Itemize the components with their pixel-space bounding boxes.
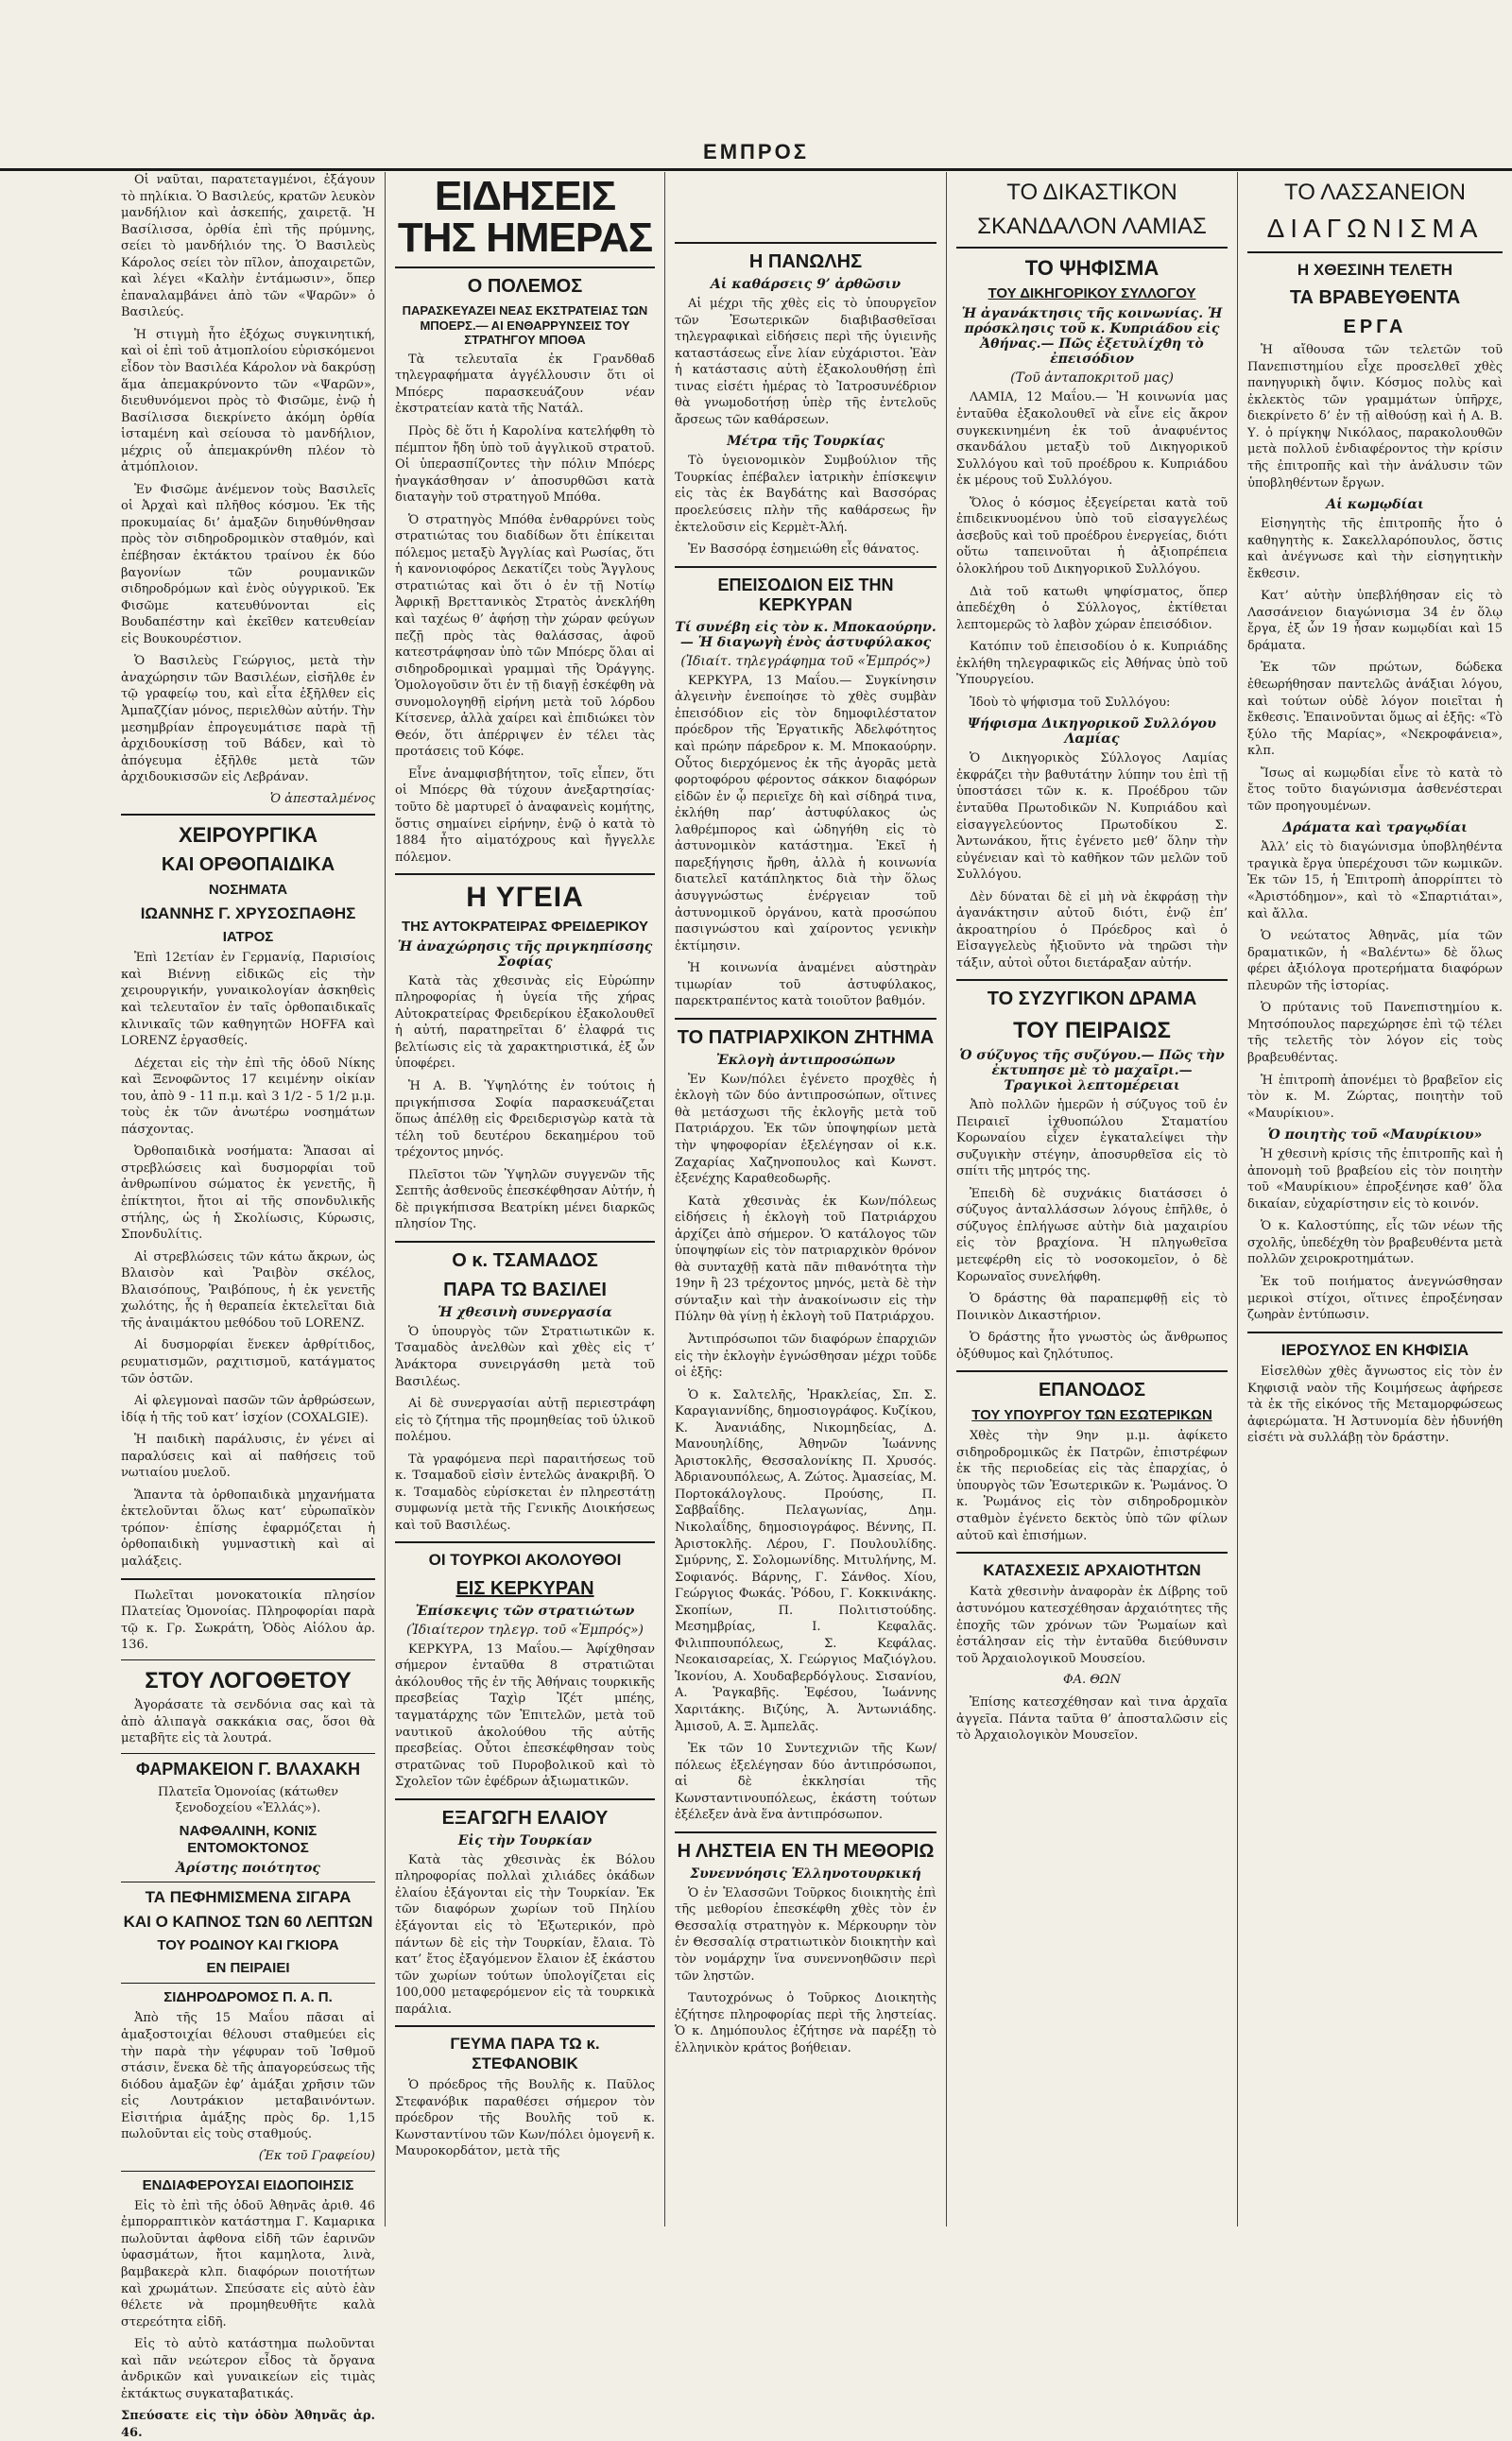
divider [956, 1370, 1228, 1372]
article-subheading: ΤΟΥ ΥΠΟΥΡΓΟΥ ΤΩΝ ΕΣΩΤΕΡΙΚΩΝ [971, 1407, 1212, 1424]
article-subheading: ΤΗΣ ΑΥΤΟΚΡΑΤΕΙΡΑΣ ΦΡΕΙΔΕΡΙΚΟΥ [401, 918, 649, 935]
divider [121, 1753, 375, 1754]
divider [121, 2171, 375, 2172]
article-paragraph: Ἐπειδὴ δὲ συχνάκις διατάσσει ὁ σύζυγος ἀνταλλάσσων λόγους ἐπῆλθε, ὁ σύζυγος ἐπλήγωσε αὐτὴν διὰ μαχαιρίου εἰς τὸν βραχίονα. Ἡ πληγωθεῖσα μετεφέρθη εἰς τὸ νοσοκομεῖον, ὁ δὲ Κορωναῖος συνελήφθη. [956, 1186, 1228, 1284]
article-subheading: Εἰς τὴν Τουρκίαν [457, 1832, 593, 1848]
article-paragraph: Κατὰ τὰς χθεσινὰς ἐκ Βόλου πληροφορίας πολλαὶ χιλιάδες ὀκάδων ἐλαίου ἐξάγονται εἰς τὴν Τουρκίαν. Ἐκ τῶν διαφόρων χωρίων τοῦ Πηλίου ἐξάγονται εἰς τὸ Ἐξωτερικόν, πρὸ πάντων δὲ εἰς τὴν Τουρκίαν, ἔλαια. Τὸ κατ’ ἔτος ἐξαγόμενον ἔλαιον ἐξ ἑκάστου τῶν χωρίων τούτων ὑπολογίζεται εἰς 100,000 μεταφερόμενον εἰς τὰ τουρκικὰ παράλια. [395, 1852, 655, 2017]
article-subheading: Τί συνέβη εἰς τὸν κ. Μποκαούρην.— Ἡ διαγωγὴ ἑνὸς ἀστυφύλακος [675, 619, 936, 650]
article-heading: ΕΠΑΝΟΔΟΣ [1038, 1380, 1146, 1401]
ad-subheading: ΚΑΙ ΟΡΘΟΠΑΙΔΙΚΑ [161, 853, 335, 875]
article-paragraph: ΛΑΜΙΑ, 12 Μαΐου.— Ἡ κοινωνία μας ἐνταῦθα ἐξακολουθεῖ νὰ εἶνε εἰς ἄκρον συγκεκινημένη ἐκ τοῦ ἀναφυέντος σκανδάλου μεταξὺ τοῦ Δικηγορικοῦ Συλλόγου καὶ τοῦ προέδρου κ. Κυπριάδου ἐκ μέρους τοῦ Συλλόγου. [956, 390, 1228, 489]
article-paragraph: Ἡ ἐπιτροπὴ ἀπονέμει τὸ βραβεῖον εἰς τὸν κ. Μ. Ζώρτας, ποιητὴν τοῦ «Μαυρίκιου». [1247, 1073, 1503, 1121]
column-1 [112, 172, 386, 2440]
article-subheading: Ἡ χθεσινὴ συνεργασία [438, 1304, 612, 1320]
article-paragraph: Ὁ νεώτατος Ἀθηνᾶς, μία τῶν δραματικῶν, ἡ «Βαλέντω» δὲ ὅλως φέρει ἀξιόλογα προτερήματα διαφόρων πλευρῶν τῆς ἱστορίας. [1247, 929, 1503, 993]
ad-heading: ΦΑΡΜΑΚΕΙΟΝ Γ. ΒΛΑΧΑΚΗ [135, 1759, 361, 1779]
article-heading: ΤΟΥ ΠΕΙΡΑΙΩΣ [1013, 1018, 1171, 1044]
divider [675, 242, 936, 244]
column-2 [386, 172, 665, 2226]
article-subheading: Αἱ κωμῳδίαι [1326, 497, 1424, 513]
ad-paragraph: Ἡ παιδικὴ παράλυσις, ἐν γένει αἱ παραλύσεις καὶ αἱ παθήσεις τοῦ νωτιαίου μυελοῦ. [121, 1433, 375, 1481]
article-subheading: ΤΑ ΒΡΑΒΕΥΘΕΝΤΑ [1289, 287, 1461, 309]
article-paragraph: Ἀντιπρόσωποι τῶν διαφόρων ἐπαρχιῶν εἰς τὴν ἐκλογὴν ἐγνώσθησαν μέχρι τοῦδε οἱ ἑξῆς: [675, 1332, 936, 1381]
article-heading: ΕΠΕΙΣΟΔΙΟΝ ΕΙΣ ΤΗΝ ΚΕΡΚΥΡΑΝ [717, 575, 894, 615]
ad-paragraph: Αἱ δυσμορφίαι ἕνεκεν ἀρθρίτιδος, ρευματισμῶν, ραχιτισμοῦ, κατάγματος τῶν ὀστῶν. [121, 1338, 375, 1386]
article-paragraph: Ὁ πρόεδρος τῆς Βουλῆς κ. Παῦλος Στεφανόβικ παραθέσει σήμερον τὸν πρόεδρον τῆς Βουλῆς τοῦ κ. Κωνσταντίνου τῶν Κων/πόλει ὁμογενῆ κ. Μαυροκορδάτον, μετὰ τῆς [395, 2078, 655, 2159]
divider [1247, 251, 1503, 253]
ad-paragraph: Δέχεται εἰς τὴν ἐπὶ τῆς ὁδοῦ Νίκης καὶ Ξενοφῶντος 17 κειμένην οἰκίαν του, ἀπὸ 9 - 11 π.μ. καὶ 3 1/2 - 5 1/2 μ.μ. τοὺς ἐκ τῶν ἀνωτέρω νοσημάτων πάσχοντας. [121, 1056, 375, 1137]
ad-heading: ΕΝ ΠΕΙΡΑΙΕΙ [206, 1960, 290, 1977]
article-heading: ΔΙΑΓΩΝΙΣΜΑ [1266, 213, 1484, 243]
ad-heading: ΚΑΙ Ο ΚΑΠΝΟΣ ΤΩΝ 60 ΛΕΠΤΩΝ [123, 1913, 373, 1932]
article-paragraph: Πλεῖστοι τῶν Ὑψηλῶν συγγενῶν τῆς Σεπτῆς ἀσθενοῦς ἐπεσκέφθησαν Αὐτήν, ἡ δὲ πριγκήπισσα Βεατρίκη μένει διαρκῶς πλησίον Της. [395, 1167, 655, 1232]
article-tag: (Τοῦ ἀνταποκριτοῦ μας) [1010, 370, 1174, 387]
article-paragraph: Ὁ κ. Σαλτελῆς, Ἡρακλείας, Σπ. Σ. Καραγιαννίδης, δημοσιογράφος. Κυζίκου, Κ. Ἀνανιάδης, Νικομηδείας, Δ. Μανουηλίδης, Ἀθηνῶν Ἰωάννης Ἀριστοκλῆς, Θεσσαλονίκης Π. Χρυσός. Ἀδριανουπόλεως, Α. Ζώτος. Ἀμασείας, Μ. Πορτοκάλογλους. Προύσης, Π. Σαββαΐδης. Πελαγωνίας, Δημ. Νικολαΐδης, δημοσιογράφος. Βέννης, Π. Ἀριστοκλῆς. Λέρου, Γ. Πουλουλίδης. Σμύρνης, Σ. Σολομωνίδης. Μιτυλήνης, Μ. Σοφιανός. Βάρνης, Γ. Σάνθος. Χίου, Γεώργιος Φωκάς. Ῥόδου, Γ. Κοκκινάκης. Σκοπίων, Π. Πολιτιστούδης. Μεσημβρίας, Ι. Κεφαλᾶς. Φιλιππουπόλεως, Σ. Κεφάλας. Νεοκαισαρείας, Χ. Γεώργιος Μαζιόγλου. Ἰκονίου, Α. Χουδαβερδόγλους. Σισανίου, Α. Ῥαγκαβῆς. Ἐφέσου, Ἰωάννης Χαριτάκης. Βιζύης, Ἀ. Ἀντωνιάδης. Ἀμισοῦ, Α. Ξ. Ἀμπελᾶς. [675, 1387, 936, 1734]
article-paragraph: Ἡ στιγμὴ ἦτο ἐξόχως συγκινητική, καὶ οἱ ἐπὶ τοῦ ἀτμοπλοίου εὑρισκόμενοι εἶδον τὸν Βασιλέα Κάρολον νὰ δακρύσῃ ἅμα ἀπεμακρύνοντο τῶν «Ψαρῶν», διευθυνόμενοι πρὸς τὸ Φισῶμε, ἐνῷ ἡ Βασίλισσα διεκρίνετο ἀκόμη ὀρθία ἱσταμένη καὶ σείουσα τὸ μανδήλιον, μέχρις οὗ ἀπεμακρύνθη πλέον τὸ ἀτμόπλοιον. [121, 327, 375, 475]
banner-spacer [675, 172, 936, 234]
article-heading: ΣΚΑΝΔΑΛΟΝ ΛΑΜΙΑΣ [977, 213, 1207, 239]
article-heading: ΤΟ ΣΥΖΥΓΙΚΟΝ ΔΡΑΜΑ [987, 988, 1197, 1010]
article-paragraph: Ἐκ τῶν 10 Συντεχνιῶν τῆς Κων/πόλεως ἐξελέγησαν δύο ἀντιπρόσωποι, αἱ δὲ ἐκκλησίαι τῆς Κωνσταντινουπόλεως, ἑκάστη τούτων ἐξέλεξεν ἀνὰ ἕνα ἀντιπρόσωπον. [675, 1742, 936, 1823]
article-heading: ΙΕΡΟΣΥΛΟΣ ΕΝ ΚΗΦΙΣΙΑ [1280, 1340, 1469, 1359]
divider [395, 266, 655, 268]
divider [675, 1831, 936, 1833]
article-paragraph: Εἰσηγητὴς τῆς ἐπιτροπῆς ἦτο ὁ καθηγητὴς κ. Σακελλαρόπουλος, ὅστις καὶ ἀνέγνωσε καὶ τὴν εἰσηγητικὴν ἔκθεσιν. [1247, 517, 1503, 581]
article-subheading: ΠΑΡΑΣΚΕΥΑΖΕΙ ΝΕΑΣ ΕΚΣΤΡΑΤΕΙΑΣ ΤΩΝ ΜΠΟΕΡΣ.— ΑΙ ΕΝΘΑΡΡΥΝΣΕΙΣ ΤΟΥ ΣΤΡΑΤΗΓΟΥ ΜΠΟΘΑ [402, 303, 648, 348]
article-paragraph: Κατὰ χθεσινὰς ἐκ Κων/πόλεως εἰδήσεις ἡ ἐκλογὴ τοῦ Πατριάρχου ἀρχίζει ἀπὸ σήμερον. Ὁ κατάλογος τῶν ὑποψηφίων εἰς τὸν πατριαρχικὸν θρόνον θὰ συνταχθῇ κατὰ πᾶν πιθανότητα τὴν 19ην ἢ 23 τρέχοντος μηνός, μετὰ δὲ τὴν σύνταξιν καὶ τὴν ἀνακοίνωσιν εἰς τὴν Πύλην θὰ γίνῃ ἡ ἐκλογὴ τοῦ Πατριάρχου. [675, 1194, 936, 1325]
article-paragraph: Εἶνε ἀναμφισβήτητον, τοῖς εἶπεν, ὅτι οἱ Μπόερς θὰ τύχουν ἀνεξαρτησίας· τοῦτο δὲ μαρτυρεῖ ὁ ἀναφανεὶς κομήτης, ὅστις σημαίνει εἰρήνην, ἐνῷ ὁ κατὰ τὸ 1884 ἦτο αἱματόχρους καὶ ἤγγελλε πόλεμον. [395, 766, 655, 865]
article-paragraph: Τὰ γραφόμενα περὶ παραιτήσεως τοῦ κ. Τσαμαδοῦ εἰσὶν ἐντελῶς ἀνακριβῆ. Ὁ κ. Τσαμαδὸς εὑρίσκεται ἐν πληρεστάτῃ συμφωνίᾳ μετὰ τῆς Γενικῆς Διοικήσεως καὶ τοῦ Βασιλέως. [395, 1452, 655, 1533]
ad-doctor-role: ΙΑΤΡΟΣ [222, 929, 274, 946]
ad-doctor-name: ΙΩΑΝΝΗΣ Γ. ΧΡΥΣΟΣΠΑΘΗΣ [140, 903, 356, 922]
article-paragraph: Κατ’ αὐτὴν ὑπεβλήθησαν εἰς τὸ Λασσάνειον διαγώνισμα 34 ἐν ὅλῳ ἔργα, ἐξ ὧν 19 ἦσαν κωμῳδίαι καὶ 15 δράματα. [1247, 589, 1503, 653]
article-subheading: Συνεννόησις Ἑλληνοτουρκική [690, 1865, 921, 1882]
article-subheading: Ἡ ἀναχώρησις τῆς πριγκηπίσσης Σοφίας [397, 938, 653, 970]
article-subheading: Ὁ σύζυγος τῆς συζύγου.— Πῶς τὴν ἐκτυπησε μὲ τὸ μαχαῖρι.— Τραγικοὶ λεπτομέρειαι [959, 1048, 1225, 1094]
article-paragraph: Ἡ χθεσινὴ κρίσις τῆς ἐπιτροπῆς καὶ ἡ ἀπονομὴ τοῦ βραβείου εἰς τὸν ποιητὴν τοῦ «Μαυρίκιου» ἐπροξένησε καθ’ ὅλα δικαίαν, εὐχαρίστησιν εἰς τὸ κοινόν. [1247, 1147, 1503, 1212]
article-subheading: Μέτρα τῆς Τουρκίας [727, 434, 885, 450]
divider [395, 1798, 655, 1800]
article-subheading: Η ΧΘΕΣΙΝΗ ΤΕΛΕΤΗ [1297, 260, 1453, 279]
article-paragraph: Κατὰ τὰς χθεσινὰς εἰς Εὐρώπην πληροφορίας ἡ ὑγεία τῆς χήρας Αὐτοκρατείρας Φρειδερίκου ἐξακολουθεῖ ἡ αὐτή, παρατηρεῖται δ’ ἐλαφρά τις βελτίωσις εἰς τὰ χαρακτηριστικά, ἐξ ὧν ὑποφέρει. [395, 973, 655, 1072]
article-signature: Ὁ ἀπεσταλμένος [269, 791, 375, 806]
article-paragraph: Ἴσως αἱ κωμῳδίαι εἶνε τὸ κατὰ τὸ ἔτος τοῦτο διαγώνισμα ἀσθενέστεραι τῶν προηγουμένων. [1247, 765, 1503, 814]
article-paragraph: Ὁ δράστης ἦτο γνωστὸς ὡς ἄνθρωπος ὀξύθυμος καὶ ζηλότυπος. [956, 1331, 1228, 1362]
divider [956, 1552, 1228, 1554]
ad-heading: ΤΑ ΠΕΦΗΜΙΣΜΕΝΑ ΣΙΓΑΡΑ [145, 1887, 352, 1906]
article-heading: ΓΕΥΜΑ ΠΑΡΑ ΤΩ κ. ΣΤΕΦΑΝΟΒΙΚ [450, 2035, 600, 2072]
article-paragraph: Ἡ κοινωνία ἀναμένει αὐστηρὰν τιμωρίαν τοῦ ἀστυφύλακος, παρεκτραπέντος κατὰ τοιοῦτον βαθμόν. [675, 961, 936, 1009]
section-banner: ΕΙΔΗΣΕΙΣ ΤΗΣ ΗΜΕΡΑΣ [397, 173, 653, 261]
article-paragraph: Ἡ αἴθουσα τῶν τελετῶν τοῦ Πανεπιστημίου εἶχε προσελθεῖ χθὲς πανηγυρικὴ ὄψιν. Κόσμος πολὺς καὶ ἐκλεκτὸς τῶν γραμμάτων ὑπῆρχε, διεκρίνετο δ’ ἐν τῇ αἰθούσῃ καὶ ἡ Α. Β. Υ. ὁ πρίγκηψ Νικόλαος, παρακολουθῶν μετὰ πολλοῦ ἐνδιαφέροντος τὴν κρίσιν τῆς ἐπιτροπῆς καὶ τὴν ἀνάλυσιν τῶν ὑποβληθέντων ἔργων. [1247, 343, 1503, 490]
divider [395, 873, 655, 875]
notice-heading: ΣΙΔΗΡΟΔΡΟΜΟΣ Π. Α. Π. [163, 1989, 333, 2006]
ad-heading: ΧΕΙΡΟΥΡΓΙΚΑ [178, 822, 318, 847]
article-paragraph: Πρὸς δὲ ὅτι ἡ Καρολίνα κατελήφθη τὸ πέμπτον ἤδη ὑπὸ τοῦ ἀγγλικοῦ στρατοῦ. Οἱ ὑπερασπίζοντες τὴν πόλιν Μπόερς ἠναγκάσθησαν ν’ ἀποσυρθῶσι κατὰ διαταγὴν τοῦ στρατηγοῦ Μπόθα. [395, 423, 655, 506]
ad-subheading: ΝΟΣΗΜΑΤΑ [208, 881, 288, 898]
article-paragraph: Ὁ δράστης θὰ παραπεμφθῇ εἰς τὸ Ποινικὸν Δικαστήριον. [956, 1292, 1228, 1323]
notice-paragraph: Εἰς τὸ αὐτὸ κατάστημα πωλοῦνται καὶ πᾶν νεώτερον εἶδος τὰ ὄργανα ἀνδρικῶν καὶ γυναικείων εἰς τιμὰς ἐκτάκτως συγκαταβατικάς. [121, 2337, 375, 2401]
article-paragraph: Δὲν δύναται δὲ εἰ μὴ νὰ ἐκφράσῃ τὴν ἀγανάκτησιν αὐτοῦ διότι, ἐνῷ ἐπ’ ἀκροατηρίου ὁ Πρόεδρος καὶ ὁ Εἰσαγγελεὺς ἠξιοῦντο νὰ τηρῶσι τὴν τάξιν, αὐτοὶ οὗτοι διετάραξαν αὐτήν. [956, 889, 1228, 971]
article-paragraph: Ὁ Βασιλεὺς Γεώργιος, μετὰ τὴν ἀναχώρησιν τῶν Βασιλέων, εἰσῆλθε ἐν τῷ γραφείῳ του, καὶ εἶτα ἐξῆλθεν εἰς Ἀμπαζζίαν μόνος, περιελθὼν αὐτήν. Τὴν μεσημβρίαν ἐπρογευμάτισε παρὰ τῇ ἀρχιδουκίσσῃ τοῦ Βάδεν, καὶ τὸ ἀπόγευμα ἐξῆλθε μετὰ τῶν ἀρχιδουκισσῶν εἰς Λεβράναν. [121, 654, 375, 785]
column-5 [1238, 172, 1512, 2226]
article-paragraph: Ὁ ἐν Ἐλασσῶνι Τοῦρκος διοικητὴς ἐπὶ τῆς μεθορίου ἐπεσκέφθη χθὲς τὸν ἐν Θεσσαλίᾳ στρατηγὸν κ. Μέρκουρην τὸν ἐν Θεσσαλίᾳ στρατιωτικὸν διοικητὴν καὶ τὸν νομάρχην ἵνα συνεννοηθῶσιν περὶ τῶν ληστῶν. [675, 1885, 936, 1984]
article-subheading: Ἐκλογὴ ἀντιπροσώπων [715, 1052, 896, 1068]
article-paragraph: Τὸ ὑγειονομικὸν Συμβούλιον τῆς Τουρκίας ἐπέβαλεν ἰατρικὴν ἐπίσκεψιν εἰς τὰς ἐκ Βαγδάτης καὶ Βασσόρας προελεύσεις πλὴν τῆς καθάρσεως ἣν ἐκτελοῦσιν εἰς Κερμὲτ-Ἀλή. [675, 454, 936, 535]
article-subheading: ΠΑΡΑ ΤΩ ΒΑΣΙΛΕΙ [443, 1279, 607, 1300]
article-subheading: Αἱ καθάρσεις 9’ ἀρθῶσιν [710, 277, 902, 292]
article-paragraph: Ἐν Βασσόρᾳ ἐσημειώθη εἷς θάνατος. [688, 542, 919, 558]
article-paragraph: Χθὲς τὴν 9ην μ.μ. ἀφίκετο σιδηροδρομικῶς ἐκ Πατρῶν, ἐπιστρέφων ἐκ τῆς περιοδείας εἰς τὰς ἐπαρχίας, ὁ ὑπουργὸς τῶν Ἐσωτερικῶν κ. Ῥωμάνος. Ὁ κ. Ῥωμάνος εἰς τὸν σιδηροδρομικὸν σταθμὸν ἐγένετο δεκτὸς ὑπὸ τῶν φίλων αὐτοῦ καὶ ἐπισήμων. [956, 1429, 1228, 1543]
article-paragraph: Ἀπὸ πολλῶν ἡμερῶν ἡ σύζυγος τοῦ ἐν Πειραιεῖ ἰχθυοπώλου Σταματίου Κορωναίου εἶχεν ἐγκαταλείψει τὴν συζυγικὴν στέγην, ἀποσυρθεῖσα εἰς τὸ σπίτι τῆς μητρός της. [956, 1098, 1228, 1179]
article-paragraph: Ἐκ τοῦ ποιήματος ἀνεγνώσθησαν μερικοὶ στίχοι, οἵτινες ἐπροξένησαν ζωηρὰν ἐντύπωσιν. [1247, 1274, 1503, 1323]
divider [956, 979, 1228, 981]
notice-signature: (Ἐκ τοῦ Γραφείου) [258, 2148, 375, 2163]
article-paragraph: Διὰ τοῦ κατωθι ψηφίσματος, ὅπερ ἀπεδέχθη ὁ Σύλλογος, ἐκτίθεται λεπτομερῶς τὸ λαβὸν χώραν ἐπεισόδιον. [956, 584, 1228, 632]
article-paragraph: Ὁ Δικηγορικὸς Σύλλογος Λαμίας ἐκφράζει τὴν βαθυτάτην λύπην του ἐπὶ τῇ ὑποστάσει τῶν κ. κ. Προέδρου τῶν ἐνταῦθα Πρωτοδικῶν Ν. Κυπριάδου καὶ εἰσαγγελεύοντος Πρωτοδίκου Σ. Ἀντωνάκου, ἥτις ἐγένετο μεθ’ ὅλην τὴν εὐγένειαν καὶ τὸ καθῆκον τῶν μελῶν τοῦ Συλλόγου. [956, 751, 1228, 883]
divider [121, 1983, 375, 1984]
article-heading: Η ΠΑΝΩΛΗΣ [748, 251, 863, 272]
article-heading: ΟΙ ΤΟΥΡΚΟΙ ΑΚΟΛΟΥΘΟΙ [428, 1551, 622, 1570]
ad-heading: ΣΤΟΥ ΛΟΓΟΘΕΤΟΥ [145, 1667, 352, 1693]
article-paragraph: Ἡ Α. Β. Ὑψηλότης ἐν τούτοις ἡ πριγκήπισσα Σοφία παρασκευάζεται ὅπως ἀπέλθῃ εἰς Φρειδερισγὼρ κατὰ τὰ τέλη τοῦ δευτέρου δεκαημέρου τοῦ τρέχοντος μηνός. [395, 1078, 655, 1160]
ad-paragraph: Ὀρθοπαιδικὰ νοσήματα: Ἅπασαι αἱ στρεβλώσεις καὶ δυσμορφίαι τοῦ ἀνθρωπίνου σώματος ἐκ γενετῆς, ἢ ἐπίκτητοι, ἤτοι αἱ τῆς σπονδυλικῆς στήλης, ὡς ἡ Σκολίωσις, Κύρωσις, Σπονδυλίτις. [121, 1144, 375, 1243]
ad-heading: ΤΟΥ ΡΟΔΙΝΟΥ ΚΑΙ ΓΚΙΟΡΑ [157, 1937, 339, 1954]
article-heading: Ο ΠΟΛΕΜΟΣ [467, 276, 583, 297]
article-paragraph: Εἰσελθὼν χθὲς ἄγνωστος εἰς τὸν ἐν Κηφισιᾷ ναὸν τῆς Κοιμήσεως ἀφήρεσε τὰ ἐκ τῆς εἰκόνος τῆς Μεταμορφώσεως ἀφιερώματα. Ἡ Ἀστυνομία δὲν ἠδυνήθη εἰσέτι νὰ συλλάβῃ τὸν δράστην. [1247, 1365, 1503, 1446]
article-paragraph: Κατὰ χθεσινὴν ἀναφορὰν ἐκ Δίβρης τοῦ ἀστυνόμου κατεσχέθησαν ἀρχαιότητες τῆς ἐποχῆς τῶν χρόνων τῶν Ῥωμαίων καὶ ἐστάλησαν εἰς τὴν ἐνταῦθα διεύθυνσιν τοῦ Ἀρχαιολογικοῦ Μουσείου. [956, 1585, 1228, 1666]
article-paragraph: Ταυτοχρόνως ὁ Τοῦρκος Διοικητὴς ἐζήτησε πληροφορίας περὶ τῆς ληστείας. Ὁ κ. Δημόπουλος ἐζήτησε νὰ παρέξῃ τὸ ἑλληνικὸν κράτος βοήθειαν. [675, 1991, 936, 2055]
divider [121, 1659, 375, 1660]
divider [395, 1241, 655, 1243]
ad-product: ΝΑΦΘΑΛΙΝΗ, ΚΟΝΙΣ ΕΝΤΟΜΟΚΤΟΝΟΣ [179, 1822, 318, 1856]
divider [121, 1578, 375, 1580]
article-subheading: Ψήφισμα Δικηγορικοῦ Συλλόγου Λαμίας [968, 716, 1216, 748]
ad-paragraph: Πλατεῖα Ὁμονοίας (κάτωθεν ξενοδοχείου «Ἑλλάς»). [158, 1784, 338, 1816]
article-paragraph: ΚΕΡΚΥΡΑ, 13 Μαΐου.— Συγκίνησιν ἀλγεινὴν ἐνεποίησε τὸ χθὲς συμβὰν ἐπεισόδιον εἰς τὸν δημοφιλέστατον πρόεδρον τῆς Ἐργατικῆς Ἀδελφότητος καὶ πρώην πάρεδρον κ. Μ. Μποκαούρην. Οὗτος διερχόμενος ἐκ τῆς ἀγορᾶς μετὰ φορτοφόρου φέροντος σάκκον διαφόρων εἰδῶν ἐν ᾧ περιεῖχε δὴ καὶ σίδηρά τινα, ἐκλήθη παρ’ ἀστυφύλακος ὡς λαθρέμπορος καὶ ὡδηγήθη εἰς τὸ ἀστυνομικὸν κατάστημα. Ἐκεῖ ἡ παρεξήγησις ἤρθη, ἀλλὰ ἡ κοινωνία διατελεῖ κατάπληκτος διὰ τὴν ὅλως ἀσυγγνώστως ἐνέργειαν τοῦ ἀστυνομικοῦ ὀργάνου, κατὰ προσώπου πασιγνώστου καὶ χαίροντος γενικὴν ἐκτίμησιν. [675, 673, 936, 954]
article-subheading: Ἐπίσκεψις τῶν στρατιώτων [415, 1603, 635, 1619]
ad-paragraph: Ἀγοράσατε τὰ σενδόνια σας καὶ τὰ ἀπὸ ἁλιπαγὰ σακκάκια σας, ὅσοι θὰ μεταβῆτε εἰς τὰ λουτρά. [121, 1698, 375, 1746]
ad-paragraph: Ἐπὶ 12ετίαν ἐν Γερμανίᾳ, Παρισίοις καὶ Βιέννῃ εἰδικῶς εἰς τὴν χειρουργικήν, γυναικολογίαν ἀσκηθεὶς καὶ τελευταῖον ἐν ταῖς ὀρθοπαιδικαῖς κλινικαῖς τῶν καθηγητῶν HOFFA καὶ LORENZ ἐργασθείς. [121, 951, 375, 1049]
article-paragraph: ΚΕΡΚΥΡΑ, 13 Μαΐου.— Ἀφίχθησαν σήμερον ἐνταῦθα 8 στρατιῶται ἀκόλουθος τῆς ἐν τῆς Ἀθήναις τουρκικῆς πρεσβείας Ταχὶρ Ἰζέτ μπέης, ταγματάρχης τῶν Ἐπιτελῶν, μετὰ τοῦ ναυτικοῦ ἀκολούθου τῆς αὐτῆς πρεσβείας. Οὗτοι ἐπεσκέφθησαν τοὺς στρατῶνας τοῦ Πυροβολικοῦ καὶ τὸ Σχολεῖον τῶν ἐφέδρων ἀξιωματικῶν. [395, 1642, 655, 1790]
divider [395, 1541, 655, 1543]
masthead-title: ΕΜΠΡΟΣ [703, 140, 809, 163]
article-subheading: ΕΙΣ ΚΕΡΚΥΡΑΝ [455, 1577, 594, 1599]
ad-paragraph: Ἅπαντα τὰ ὀρθοπαιδικὰ μηχανήματα ἐκτελοῦνται ὅλως κατ’ εὐρωπαϊκὸν τρόπον· ἐπίσης ἐφαρμόζεται ἡ ὀρθοπαιδικὴ γυμναστικὴ καὶ αἱ μαλάξεις. [121, 1487, 375, 1569]
article-paragraph: Ὁ κ. Καλοστύπης, εἷς τῶν νέων τῆς σχολῆς, ὑπεδέχθη τὸν βραβευθέντα μετὰ πολλῶν χειροκροτημάτων. [1247, 1219, 1503, 1267]
article-paragraph: Αἱ μέχρι τῆς χθὲς εἰς τὸ ὑπουργεῖον τῶν Ἐσωτερικῶν διαβιβασθεῖσαι τηλεγραφικαὶ εἰδήσεις περὶ τῆς ὑγιεινῆς καταστάσεως εἶνε λίαν εὐχάριστοι. Ἐὰν ἡ κατάστασις αὐτὴ ἐξακολουθήσῃ ἐπὶ τινας εἰσέτι ἡμέρας τὸ Ἰατροσυνέδριον θὰ γνωμοδοτήσῃ ὑπὲρ τῆς ἐντελοῦς ἄρσεως τῶν καθάρσεων. [675, 297, 936, 427]
article-heading: ΕΞΑΓΩΓΗ ΕΛΑΙΟΥ [441, 1807, 609, 1829]
article-paragraph: Τὰ τελευταῖα ἐκ Γρανδθαδ τηλεγραφήματα ἀγγέλλουσιν ὅτι οἱ Μπόερς παρασκευάζουν νέαν ἐκστρατείαν κατὰ τῆς Νατάλ. [395, 352, 655, 417]
article-paragraph: Ὁ πρύτανις τοῦ Πανεπιστημίου κ. Μητσόπουλος παρεχώρησε ἐπὶ τῷ τέλει τῆς τελετῆς τὸν λόγον εἰς τοὺς βραβευθέντας. [1247, 1001, 1503, 1065]
ad-paragraph: Αἱ φλεγμοναὶ πασῶν τῶν ἀρθρώσεων, ἰδίᾳ ἡ τῆς τοῦ κατ’ ἰσχίον (COXALGIE). [121, 1394, 375, 1425]
article-paragraph: Ἀλλ’ εἰς τὸ διαγώνισμα ὑποβληθέντα τραγικὰ ἔργα ὑπερέχουσι τῶν κωμικῶν. Ἐκ τῶν 15, ἡ Ἐπιτροπὴ ἀπορρίπτει τὸ «Ἀριστόδημον», καὶ τὸ «Σπαρτιάται», καὶ ἄλλα. [1247, 840, 1503, 921]
column-3 [665, 172, 947, 2226]
article-paragraph: Ὅλος ὁ κόσμος ἐξεγείρεται κατὰ τοῦ ἐπιδεικνυομένου ὑπὸ τοῦ εἰσαγγελέως ἀσεβοῦς καὶ τοῦ προέδρου ἐνεργείας, διότι οὕτω ταπεινοῦται ἡ ἀξιοπρέπεια ὁλοκλήρου τοῦ Δικηγορικοῦ Συλλόγου. [956, 495, 1228, 576]
article-paragraph: Ὁ ὑπουργὸς τῶν Στρατιωτικῶν κ. Τσαμαδὸς ἀνελθὼν καὶ χθὲς εἰς τ’ Ἀνάκτορα συνειργάσθη μετὰ τοῦ Βασιλέως. [395, 1324, 655, 1389]
article-subheading: Ὁ ποιητὴς τοῦ «Μαυρίκιου» [1267, 1127, 1483, 1143]
divider [121, 814, 375, 816]
divider [675, 566, 936, 568]
article-heading: ΤΟ ΔΙΚΑΣΤΙΚΟΝ [1006, 180, 1177, 205]
masthead [0, 140, 1512, 171]
article-heading: ΤΟ ΨΗΦΙΣΜΑ [1024, 256, 1160, 281]
notice-footer: Σπεύσατε εἰς τὴν ὁδὸν Ἀθηνᾶς ἀρ. 46. [121, 2409, 375, 2440]
article-paragraph: Κατόπιν τοῦ ἐπεισοδίου ὁ κ. Κυπριάδης ἐκλήθη τηλεγραφικῶς εἰς Ἀθήνας ὑπὸ τοῦ Ὑπουργείου. [956, 640, 1228, 688]
article-paragraph: Ὁ στρατηγὸς Μπόθα ἐνθαρρύνει τοὺς στρατιώτας του διαδίδων ὅτι ἐπίκειται πόλεμος μεταξὺ Ἀγγλίας καὶ Ρωσίας, ὅτι ἡ κανονιοφόρος Δεκατίζει τοὺς Ἄγγλους στρατιώτας καὶ ὅτι ὁ ἐν τῇ Νοτίῳ Ἀφρικῇ Βρεττανικὸς Στρατὸς ἀνεκλήθη καὶ ταχέως θ’ ἀφήσῃ τὴν χώραν φεύγων πεζῇ πρὸς τὰς θαλάσσας, ἀφοῦ κατεστράφησαν ὑπὸ τῶν Μπόερς ὅλαι αἱ σιδηροδρομικαὶ γραμμαὶ τῆς Ὀράγγης. Ὁμολογοῦσιν ὅτι ἐν τῇ διαγῇ ἐσκέφθη νὰ συνομολογηθῇ εἰρήνη μετὰ τοῦ λόρδου Κίτσενερ, ἀλλὰ χαίρει καὶ ἐπιδιώκει τὸν Θεόν, ὅτι ἀπέρριψεν ἐν τέλει τὰς προτάσεις τοῦ Κόφε. [395, 512, 655, 760]
divider [956, 247, 1228, 249]
article-subheading: Ἡ ἀγανάκτησις τῆς κοινωνίας. Ἡ πρόσκλησις τοῦ κ. Κυπριάδου εἰς Ἀθήνας.— Πῶς ἐξετυλίχθη τὸ ἐπεισόδιον [961, 306, 1223, 368]
divider [1247, 1332, 1503, 1333]
article-paragraph: Αἱ δὲ συνεργασίαι αὐτῇ περιεστράφη εἰς τὸ ζήτημα τῆς προμηθείας τοῦ ὑλικοῦ πολέμου. [395, 1397, 655, 1445]
column-4 [947, 172, 1238, 2226]
divider [675, 1018, 936, 1020]
notice-heading: ΕΝΔΙΑΦΕΡΟΥΣΑΙ ΕΙΔΟΠΟΙΗΣΙΣ [142, 2176, 354, 2193]
article-subheading: ΕΡΓΑ [1343, 317, 1407, 338]
article-paragraph: Ἰδοὺ τὸ ψήφισμα τοῦ Συλλόγου: [970, 695, 1171, 710]
article-signature: ΦΑ. ΘΩΝ [1062, 1673, 1122, 1688]
article-paragraph: Ἐκ τῶν πρώτων, δώδεκα ἐθεωρήθησαν παντελῶς ἀνάξιαι λόγου, καὶ τούτων οὐδὲ λόγον ποιεῖται ἡ ἔκθεσις. Ἐπαινοῦνται ὅμως αἱ ἑξῆς: «Τὸ ξύλο τῆς Μαρίας», «Νεκροφάνεια», κλπ. [1247, 661, 1503, 759]
divider [395, 2025, 655, 2027]
article-paragraph: Οἱ ναῦται, παρατεταγμένοι, ἐξάγουν τὸ πηλίκια. Ὁ Βασιλεύς, κρατῶν λευκὸν μανδήλιον καὶ ἀσκεπής, χαιρετᾷ. Ἡ Βασίλισσα, ὀρθία ἐπὶ τῆς πρύμνης, σείει τὸ μανδήλιόν της. Ὁ Βασιλεὺς Κάρολος σείει τὸν πῖλον, ἀποχαιρετῶν, καὶ λέγει «Καλὴν ἐντάμωσιν», ὅπερ ἐπαναλαμβάνει ἀπὸ τῶν «Ψαρῶν» ὁ Βασιλεύς. [121, 173, 375, 320]
article-subheading: ΤΟΥ ΔΙΚΗΓΟΡΙΚΟΥ ΣΥΛΛΟΓΟΥ [988, 285, 1196, 302]
article-heading: Η ΥΓΕΙΑ [466, 882, 584, 914]
article-tag: (Ἰδιαίτερον τηλεγρ. τοῦ «Ἐμπρός») [406, 1622, 644, 1638]
article-subheading: Δράματα καὶ τραγῳδίαι [1282, 820, 1468, 836]
ad-paragraph: Πωλεῖται μονοκατοικία πλησίον Πλατείας Ὁμονοίας. Πληροφορίαι παρὰ τῷ κ. Γρ. Σωκράτη, Ὁδὸς Αἰόλου ἀρ. 136. [121, 1588, 375, 1653]
article-paragraph: Ἐν Κων/πόλει ἐγένετο προχθὲς ἡ ἐκλογὴ τῶν δύο ἀντιπροσώπων, οἵτινες θὰ μετάσχωσι τῆς ἐκλογῆς μετὰ τοῦ Πατριάρχου. Ἐκ τῶν ὑποψηφίων μετὰ τὴν ψηφοφορίαν ἐξελέγησαν οἱ κ.κ. Ζαχαρίας Χαζηνοπουλος καὶ Κωνστ. ἐξενέχης Καραθεοδωρῆς. [675, 1072, 936, 1187]
article-heading: Ο κ. ΤΣΑΜΑΔΟΣ [452, 1249, 598, 1271]
ad-paragraph: Αἱ στρεβλώσεις τῶν κάτω ἄκρων, ὡς Βλαισὸν καὶ Ῥαιβὸν σκέλος, Βλαισόπους, Ῥαιβόπους, ἡ ἐκ γενετῆς χωλότης, ἧς ἡ θεραπεία ἐκτελεῖται διὰ τῆς ἀναιμάκτου μεθόδου τοῦ LORENZ. [121, 1249, 375, 1331]
article-paragraph: Ἐν Φισῶμε ἀνέμενον τοὺς Βασιλεῖς οἱ Ἀρχαὶ καὶ πλῆθος κόσμου. Ἐκ τῆς προκυμαίας δι’ ἁμαξῶν διηυθύνθησαν πρὸς τὸν σιδηροδρομικὸν σταθμόν, καὶ ἐπέβησαν ἐκτάκτου τραίνου ἐκ δύο βαγονίων τῶν ρουμανικῶν σιδηροδρόμων καὶ ἑνὸς οὐγγρικοῦ. Ἐκ Φισῶμε κατευθύνονται εἰς Βουδαπέστην καὶ ἐκεῖθεν κατευθείαν εἰς Βουκουρέστιον. [121, 482, 375, 646]
ad-quality: Ἀρίστης ποιότητος [176, 1860, 320, 1876]
notice-paragraph: Ἀπὸ τῆς 15 Μαΐου πᾶσαι αἱ ἁμαξοστοιχίαι θέλουσι σταθμεύει εἰς τὴν παρὰ τὴν γέφυραν τοῦ Ἰσθμοῦ στάσιν, ἕνεκα δὲ τῆς ἀπαγορεύσεως τῆς διόδου ἁμαξῶν ἐφ’ ἁμάξαι χρῆσιν τῶν εἰς Λουτράκιον μεταβαινόντων. Εἰσιτήρια ἁμάξης πρὸς δρ. 1,15 πωλοῦνται εἰς τοὺς σταθμούς. [121, 2011, 375, 2142]
article-heading: ΚΑΤΑΣΧΕΣΙΣ ΑΡΧΑΙΟΤΗΤΩΝ [983, 1561, 1201, 1580]
article-heading: Η ΛΗΣΤΕΙΑ ΕΝ ΤΗ ΜΕΘΟΡΙΩ [677, 1840, 935, 1862]
notice-paragraph: Εἰς τὸ ἐπὶ τῆς ὁδοῦ Ἀθηνᾶς ἀριθ. 46 ἐμπορραπτικὸν κατάστημα Γ. Καμαρικα πωλοῦνται ἀφθονα εἰδῆ τῶν ἐαρινῶν ὑφασμάτων, ἤτοι καμηλοτα, λινὰ, βαμβακερὰ κλπ. διαφόρων ποιοτήτων καὶ χρωμάτων. Σπεύσατε εἰς αὐτὸ ἐὰν θέλετε νὰ προμηθευθῆτε καλὰ στερεότητα εἰδῆ. [121, 2198, 375, 2329]
article-heading: ΤΟ ΛΑΣΣΑΝΕΙΟΝ [1284, 180, 1466, 205]
article-tag: (Ἰδιαίτ. τηλεγράφημα τοῦ «Ἐμπρός») [680, 653, 931, 669]
article-heading: ΤΟ ΠΑΤΡΙΑΡΧΙΚΟΝ ΖΗΤΗΜΑ [677, 1026, 935, 1048]
article-paragraph: Ἐπίσης κατεσχέθησαν καὶ τινα ἀρχαῖα ἀγγεῖα. Πάντα ταῦτα θ’ ἀποσταλῶσιν εἰς τὸ Ἀρχαιολογικὸν Μουσεῖον. [956, 1695, 1228, 1744]
